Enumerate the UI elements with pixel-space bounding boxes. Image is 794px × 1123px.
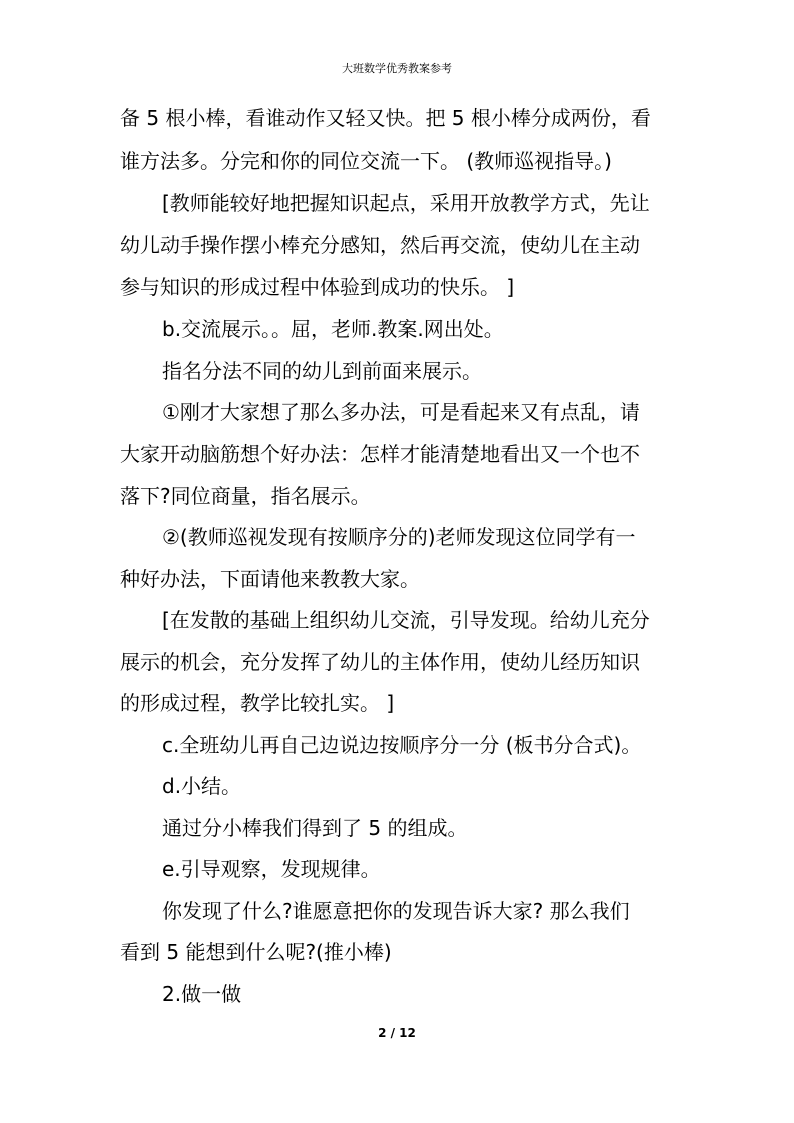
page-header: 大班数学优秀教案参考 (342, 62, 452, 75)
body-line: [教师能较好地把握知识起点，采用开放教学方式，先让 (162, 191, 650, 215)
page-number: 2 / 12 (378, 1026, 416, 1040)
body-line: 展示的机会，充分发挥了幼儿的主体作用，使幼儿经历知识 (120, 650, 640, 674)
body-line: 参与知识的形成过程中体验到成功的快乐。 ] (120, 275, 515, 299)
body-line: ①刚才大家想了那么多办法，可是看起来又有点乱，请 (162, 400, 640, 424)
body-line: 你发现了什么?谁愿意把你的发现告诉大家? 那么我们 (162, 899, 630, 923)
body-line: 2.做一做 (162, 982, 242, 1006)
body-line: 指名分法不同的幼儿到前面来展示。 (162, 359, 482, 383)
body-line: b.交流展示。。屈，老师.教案.网出处。 (162, 317, 504, 341)
body-line: 种好办法，下面请他来教教大家。 (120, 567, 420, 591)
body-line: 通过分小棒我们得到了 5 的组成。 (162, 816, 468, 840)
body-line: c.全班幼儿再自己边说边按顺序分一分 (板书分合式)。 (162, 733, 642, 757)
body-line: 大家开动脑筋想个好办法：怎样才能清楚地看出又一个也不 (120, 442, 640, 466)
body-line: 的形成过程，教学比较扎实。 ] (120, 691, 395, 715)
body-line: e.引导观察，发现规律。 (162, 857, 381, 881)
body-line: 幼儿动手操作摆小棒充分感知，然后再交流，使幼儿在主动 (120, 233, 640, 257)
body-line: [在发散的基础上组织幼儿交流，引导发现。给幼儿充分 (162, 608, 650, 632)
body-line: 备 5 根小棒，看谁动作又轻又快。把 5 根小棒分成两份，看 (120, 106, 651, 130)
body-line: ②(教师巡视发现有按顺序分的)老师发现这位同学有一 (162, 525, 636, 549)
body-line: 谁方法多。分完和你的同位交流一下。 (教师巡视指导。) (120, 149, 612, 173)
body-line: 落下?同位商量，指名展示。 (120, 484, 371, 508)
body-line: d.小结。 (162, 774, 242, 798)
body-line: 看到 5 能想到什么呢?(推小棒) (120, 940, 392, 964)
